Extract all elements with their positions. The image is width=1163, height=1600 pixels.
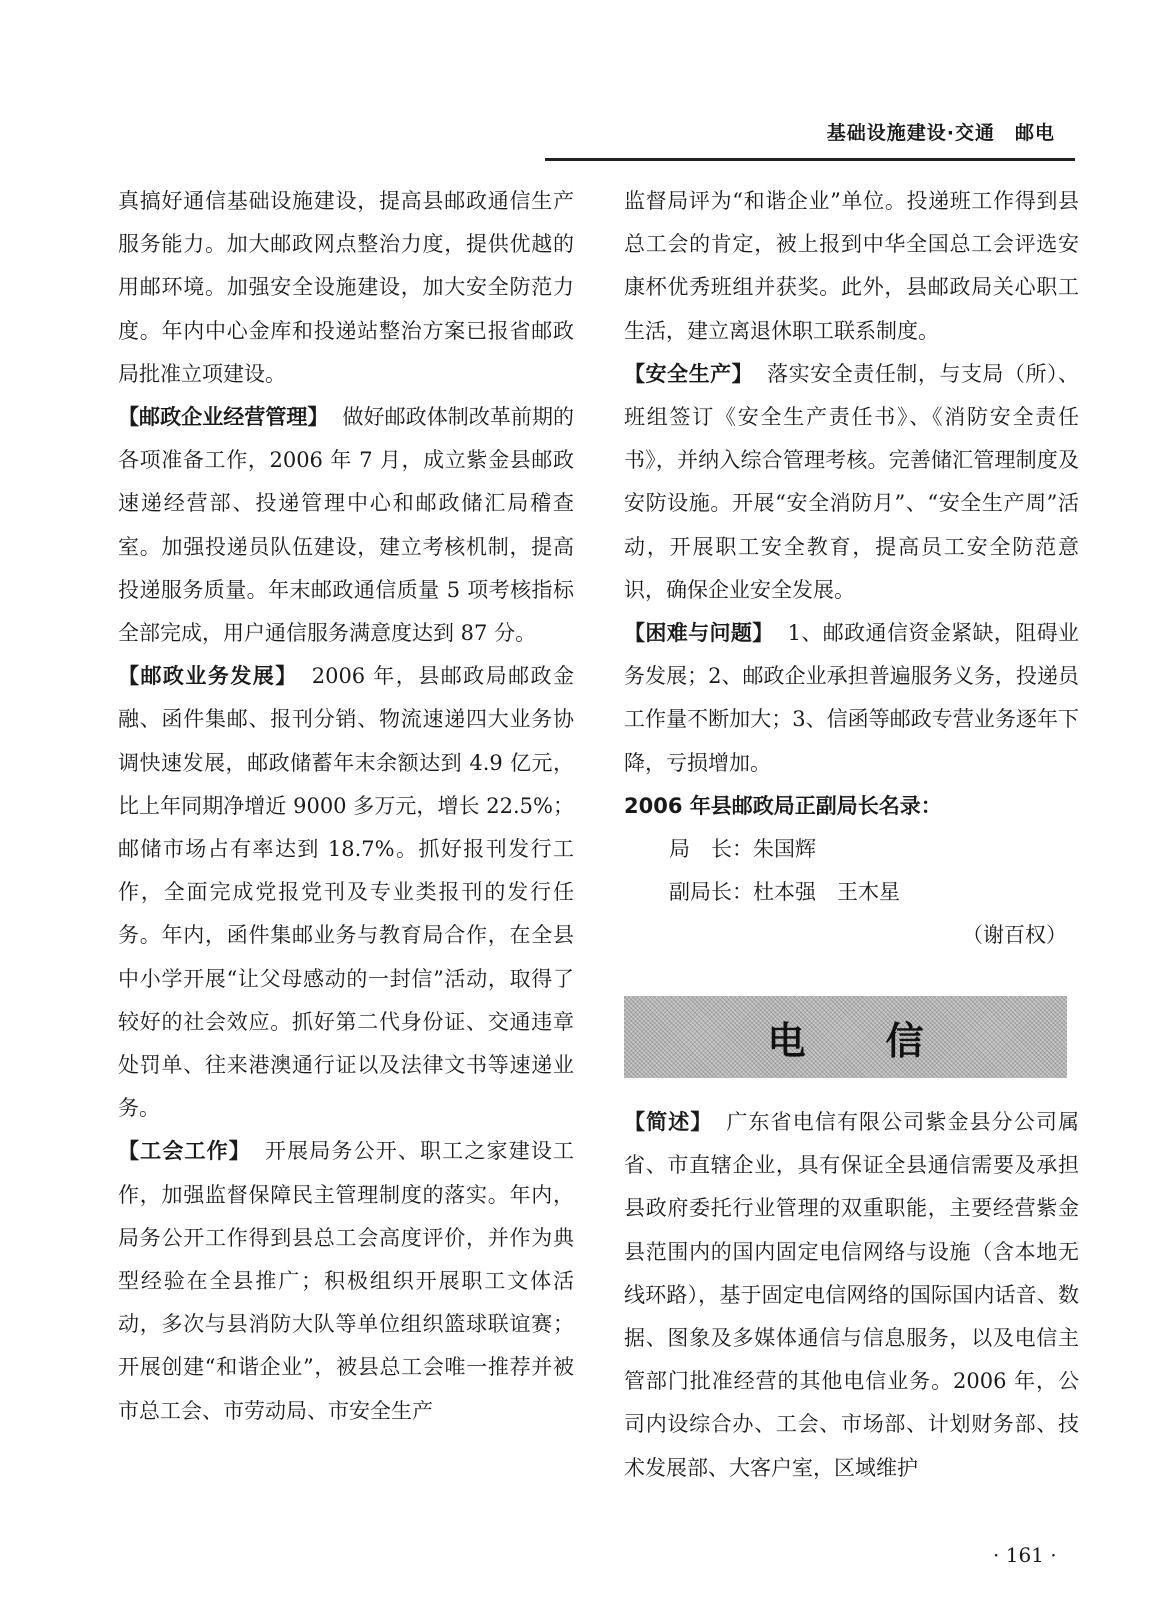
paragraph-infrastructure: 真搞好通信基础设施建设，提高县邮政通信生产服务能力。加大邮政网点整治力度，提供优越的用邮环境。加强安全设施建设，加大安全防范力度。年内中心金库和投递站整治方案已报省邮政局批准立项建设。 (118, 189, 574, 386)
section-tag: 【安全生产】 (624, 361, 754, 386)
paragraph-telecom-summary: 【简述】 广东省电信有限公司紫金县分公司属省、市直辖企业，具有保证全县通信需要及承担县政府委托行业管理的双重职能，主要经营紫金县范围内的国内固定电信网络与设施（含本地无线环路），基于固定电信网络的国际国内话音、数据、图象及多媒体通信与信息服务，以及电信主管部门批准经营的其他电信业务。2006 年，公司内设综合办、工会、市场部、计划财务部、技术发展部、大客户室，区域维护 (624, 1110, 1079, 1480)
paragraph-union-cont: 监督局评为“和谐企业”单位。投递班工作得到县总工会的肯定，被上报到中华全国总工会评选安康杯优秀班组并获奖。此外，县邮政局关心职工生活，建立离退休职工联系制度。 (624, 189, 1079, 343)
section-banner (624, 996, 1067, 1078)
deputy-director-names: 副局长：杜本强 王木星 (669, 880, 900, 905)
left-column (118, 180, 574, 1433)
paragraph-safety: 【安全生产】 落实安全责任制，与支局（所）、班组签订《安全生产责任书》、《消防安全责任书》，并纳入综合管理考核。完善储汇管理制度及安防设施。开展“安全消防月”、“安全生产周”活动，开展职工安全教育，提高员工安全防范意识，确保企业安全发展。 (624, 361, 1080, 602)
section-tag: 【简述】 (624, 1110, 713, 1134)
director-name: 局 长：朱国辉 (669, 837, 816, 862)
section-tag: 【邮政业务发展】 (118, 664, 298, 689)
paragraph-union: 【工会工作】 开展局务公开、职工之家建设工作，加强监督保障民主管理制度的落实。年内，局务公开工作得到县总工会高度评价，并作为典型经验在全县推广；积极组织开展职工文体活动，多次与县消防大队等单位组织篮球联谊赛；开展创建“和谐企业”，被县总工会唯一推荐并被市总工会、市劳动局、市安全生产 (118, 1139, 575, 1423)
header-title: 基础设施建设·交通 邮电 (826, 122, 1055, 144)
right-column-telecom (624, 1101, 1079, 1490)
author-credit: （谢百权） (962, 923, 1067, 948)
director-list-title: 2006 年县邮政局正副局长名录： (624, 793, 942, 818)
running-header (545, 112, 1075, 161)
section-tag: 【邮政企业经营管理】 (118, 405, 329, 430)
right-column (624, 180, 1079, 958)
section-title: 电信 (767, 1018, 1004, 1063)
paragraph-problems: 【困难与问题】 1、邮政通信资金紧缺，阻碍业务发展；2、邮政企业承担普遍服务义务，投递员工作量不断加大；3、信函等邮政专营业务逐年下降，亏损增加。 (624, 621, 1079, 775)
page-number: · 161 · (993, 1543, 1057, 1567)
section-tag: 【工会工作】 (118, 1139, 251, 1164)
paragraph-business: 【邮政业务发展】 2006 年，县邮政局邮政金融、函件集邮、报刊分销、物流速递四大业务协调快速发展，邮政储蓄年末余额达到 4.9 亿元，比上年同期净增近 9000 多万元，增长 22.5%；邮储市场占有率达到 18.7%。抓好报刊发行工作，全面完成党报党刊及专业类报刊的发行任务。年内，函件集邮业务与教育局合作，在全县中小学开展“让父母感动的一封信”活动，取得了较好的社会效应。抓好第二代身份证、交通违章处罚单、往来港澳通行证以及法律文书等速递业务。 (118, 664, 575, 1121)
paragraph-operations: 【邮政企业经营管理】 做好邮政体制改革前期的各项准备工作，2006 年 7 月，成立紫金县邮政速递经营部、投递管理中心和邮政储汇局稽查室。加强投递员队伍建设，建立考核机制，提高投递服务质量。年末邮政通信质量 5 项考核指标全部完成，用户通信服务满意度达到 87 分。 (118, 405, 574, 646)
section-tag: 【困难与问题】 (624, 621, 774, 646)
